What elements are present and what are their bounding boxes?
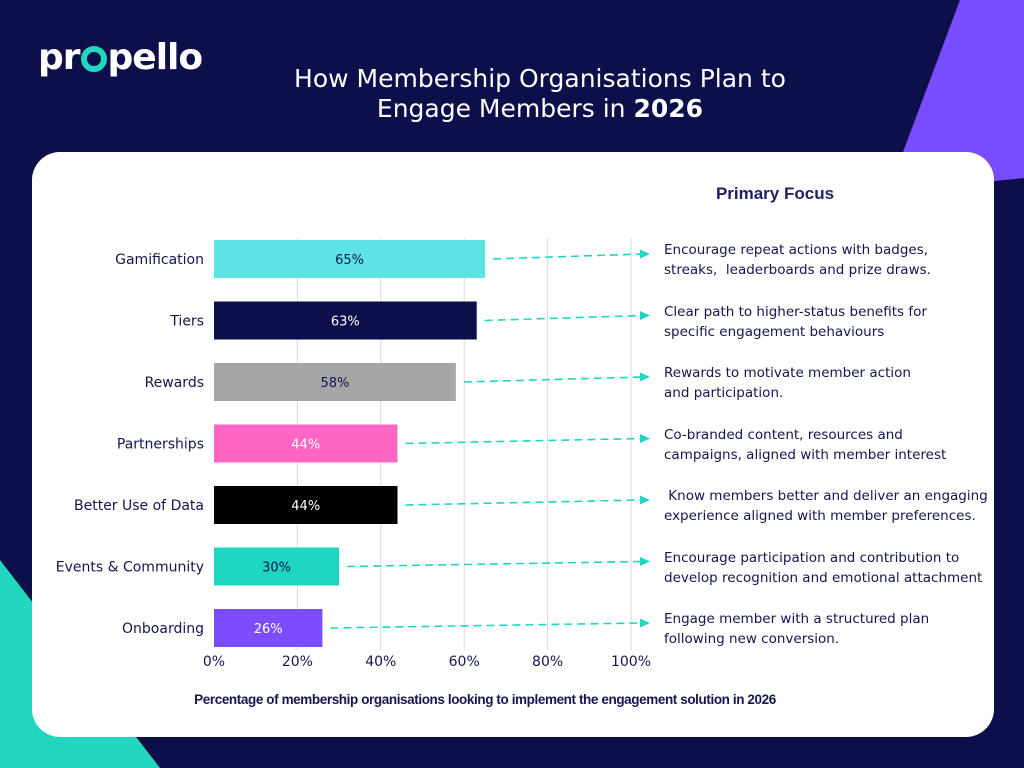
propello-logo: pr pello [38, 37, 203, 78]
bar-value-label: 65% [335, 253, 364, 268]
bar-value-label: 30% [262, 560, 292, 576]
arrow-head-icon [640, 619, 650, 628]
category-label: Tiers [170, 313, 204, 330]
focus-description-line: streaks, leaderboards and prize draws. [664, 262, 931, 278]
bar-value-label: 44% [291, 499, 321, 514]
focus-description-line: and participation. [664, 385, 784, 401]
focus-description [664, 302, 994, 342]
bar-value-label: 26% [253, 622, 283, 637]
x-tick-label: 40% [365, 654, 397, 670]
focus-description [664, 363, 994, 403]
dashed-arrow-line [347, 562, 642, 567]
focus-description [664, 609, 994, 649]
arrow-head-icon [640, 434, 650, 443]
x-tick-label: 80% [532, 654, 564, 670]
category-label: Onboarding [122, 621, 204, 637]
focus-description-line: following new conversion. [664, 631, 840, 647]
focus-description [664, 486, 994, 526]
arrow-head-icon [640, 496, 650, 505]
focus-description-line: Encourage participation and contribution to [664, 549, 960, 566]
focus-description-line: Engage member with a structured plan [664, 611, 930, 627]
primary-focus-heading: Primary Focus [715, 184, 835, 203]
focus-description-line: campaigns, aligned with member interest [664, 446, 947, 463]
category-label: Partnerships [116, 436, 204, 453]
title-line-1: How Membership Organisations Plan to [294, 64, 786, 93]
focus-description-line: Co-branded content, resources and [664, 426, 903, 443]
x-tick-label: 0% [202, 654, 226, 670]
dashed-arrow-line [493, 254, 642, 259]
category-label: Gamification [115, 252, 204, 268]
focus-description [664, 240, 994, 280]
focus-description-line: Rewards to motivate member action [664, 365, 911, 381]
focus-description-line: experience aligned with member preferences. [664, 508, 976, 524]
dashed-arrow-line [485, 316, 642, 321]
bar-value-label: 58% [320, 376, 350, 391]
focus-description-line: specific engagement behaviours [664, 323, 885, 340]
focus-description-line: Encourage repeat actions with badges, [664, 242, 929, 258]
arrow-head-icon [640, 373, 650, 382]
arrow-head-icon [640, 250, 650, 259]
title-line-2: Engage Members in 2026 [376, 94, 704, 123]
focus-description-line: Know members better and deliver an engaging [664, 488, 988, 504]
dashed-arrow-line [330, 623, 642, 628]
category-label: Better Use of Data [74, 498, 204, 514]
focus-description-line: develop recognition and emotional attachment [664, 569, 983, 586]
dashed-arrow-line [464, 377, 642, 382]
chart-caption: Percentage of membership organisations looking to implement the engagement solution in 2026 [194, 692, 776, 707]
title-year: 2026 [633, 94, 704, 123]
focus-description [664, 425, 994, 465]
bar-value-label: 63% [330, 314, 360, 330]
x-tick-label: 20% [281, 654, 313, 670]
x-tick-label: 60% [448, 654, 480, 670]
bar-value-label: 44% [291, 437, 321, 453]
dashed-arrow-line [405, 439, 642, 444]
category-label: Events & Community [55, 559, 204, 576]
arrow-head-icon [640, 557, 650, 566]
arrow-head-icon [640, 311, 650, 320]
x-tick-label: 100% [610, 654, 652, 670]
focus-description-line: Clear path to higher-status benefits for [664, 303, 927, 320]
dashed-arrow-line [405, 500, 642, 505]
focus-description [664, 548, 994, 588]
category-label: Rewards [144, 375, 204, 391]
